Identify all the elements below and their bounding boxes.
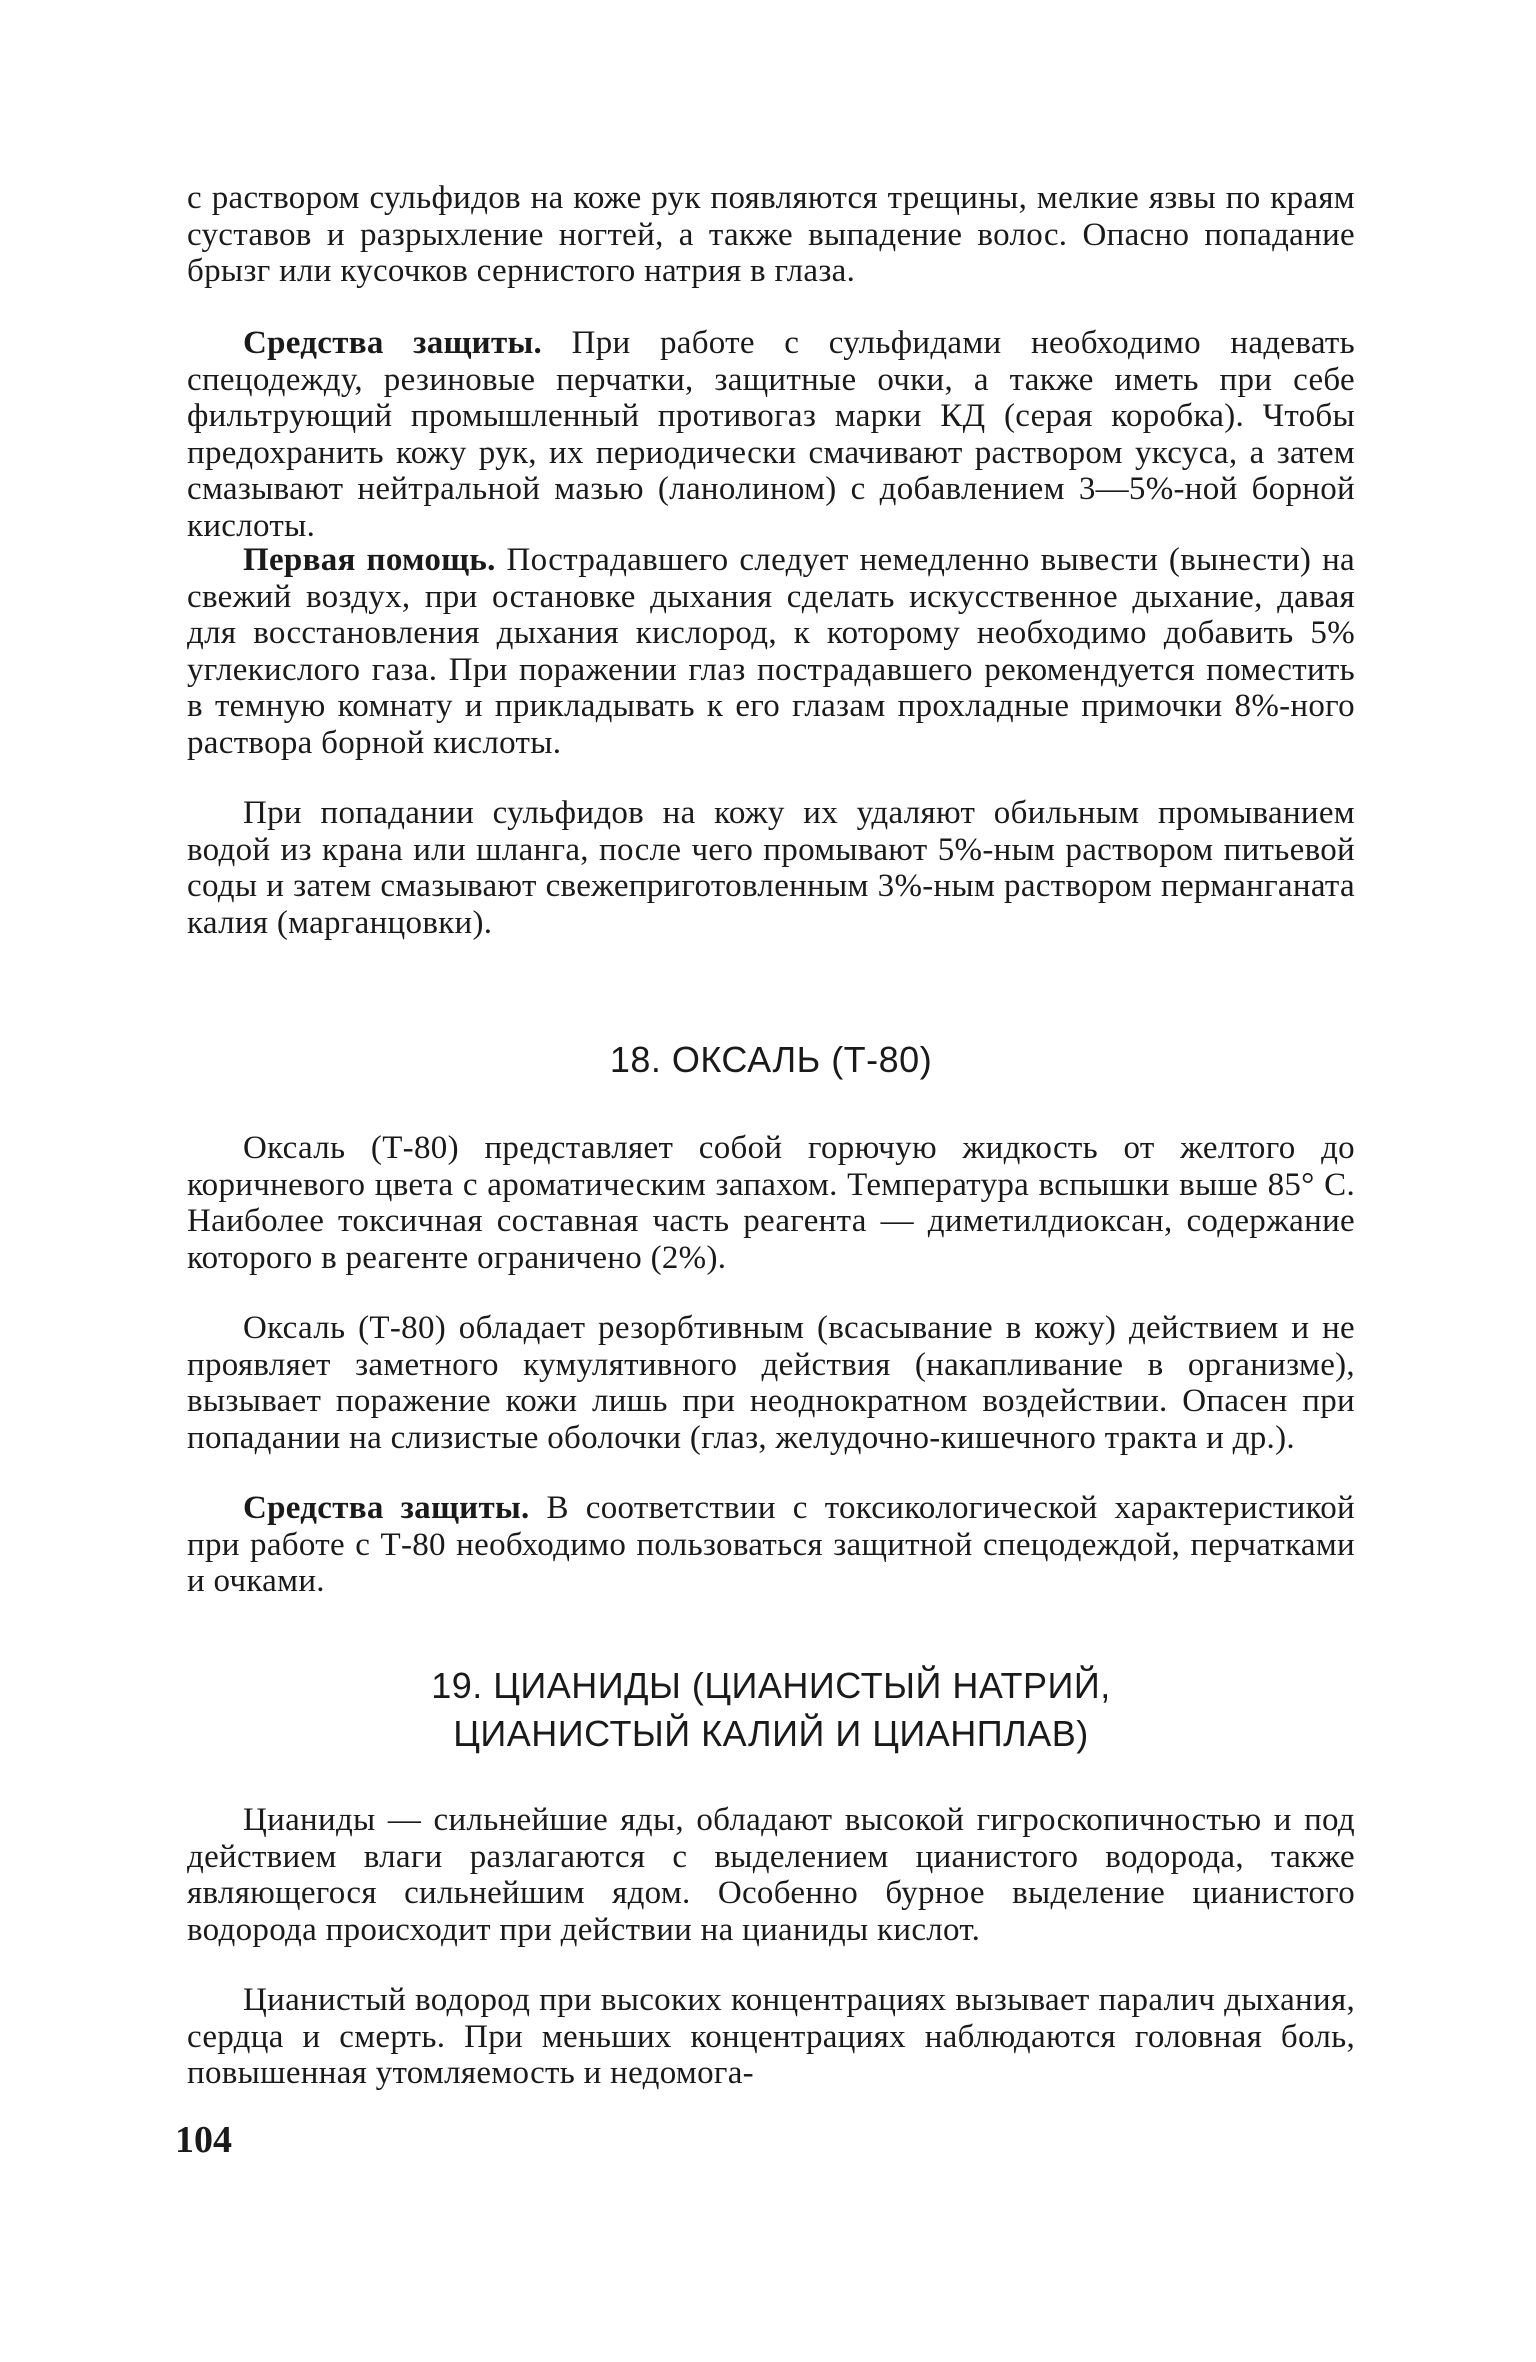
section-19-paragraph-1: Цианиды — сильнейшие яды, обладают высокой гигроскопичностью и под действием влаги разлагаются с выделением цианистого водорода, также являющегося сильнейшим ядом. Особенно бурное выделение цианистого водорода происходит при действии на цианиды кислот.	[187, 1802, 1355, 1948]
section-19-paragraph-2: Цианистый водород при высоких концентрациях вызывает паралич дыхания, сердца и смерть. При меньших концентрациях наблюдаются головная боль, повышенная утомляемость и недомога-	[187, 1982, 1355, 2092]
section-19-p2-block	[187, 1982, 1355, 2092]
firstaid-lead: Первая помощь.	[243, 542, 496, 578]
firstaid-text: Пострадавшего следует немедленно вывести (вынести) на свежий воздух, при остановке дыхания сделать искусственное дыхание, давая для восстановления дыхания кислород, к которому необходимо добавить 5% углекислого газа. При поражении глаз пострадавшего рекомендуется поместить в темную комнату и прикладывать к его глазам прохладные примочки 8%-ного раствора борной кислоты.	[187, 542, 1355, 761]
section-19-heading-line-2: ЦИАНИСТЫЙ КАЛИЙ И ЦИАНПЛАВ)	[453, 1713, 1089, 1754]
protection-text: При работе с сульфидами необходимо надевать спецодежду, резиновые перчатки, защитные очки, а также иметь при себе фильтрующий промышленный противогаз марки КД (серая коробка). Чтобы предохранить кожу рук, их периодически смачивают раствором уксуса, а затем смазывают нейтральной мазью (ланолином) с добавлением 3—5%-ной борной кислоты.	[187, 325, 1355, 544]
paragraph-skin-block	[187, 795, 1355, 941]
paragraph-firstaid-block	[187, 542, 1355, 762]
section-18-protection-lead: Средства защиты.	[243, 1490, 530, 1526]
paragraph-continuation-block	[187, 180, 1355, 290]
paragraph-firstaid	[187, 542, 1355, 762]
section-18-p2-block	[187, 1310, 1355, 1456]
section-18-heading-block	[187, 1036, 1355, 1084]
section-18-p3-block	[187, 1490, 1355, 1600]
paragraph-protection-block	[187, 325, 1355, 545]
section-18-paragraph-3	[187, 1490, 1355, 1600]
section-18-heading: 18. ОКСАЛЬ (Т-80)	[609, 1039, 933, 1080]
paragraph-protection	[187, 325, 1355, 545]
section-18-protection-text: В соответствии с токсикологической характеристикой при работе с Т-80 необходимо пользоваться защитной спецодеждой, перчатками и очками.	[187, 1490, 1355, 1600]
section-19-heading-block	[187, 1662, 1355, 1758]
section-18-p1-block	[187, 1130, 1355, 1276]
paragraph-skin: При попадании сульфидов на кожу их удаляют обильным промыванием водой из крана или шланга, после чего промывают 5%-ным раствором питьевой соды и затем смазывают свежеприготовленным 3%-ным раствором перманганата калия (марганцовки).	[187, 795, 1355, 941]
paragraph-continuation: с раствором сульфидов на коже рук появляются трещины, мелкие язвы по краям суставов и разрыхление ногтей, а также выпадение волос. Опасно попадание брызг или кусочков сернистого натрия в глаза.	[187, 180, 1355, 290]
section-18-paragraph-1: Оксаль (Т-80) представляет собой горючую жидкость от желтого до коричневого цвета с ароматическим запахом. Температура вспышки выше 85° С. Наиболее токсичная составная часть реагента — диметилдиоксан, содержание которого в реагенте ограничено (2%).	[187, 1130, 1355, 1276]
section-19-heading-line-1: 19. ЦИАНИДЫ (ЦИАНИСТЫЙ НАТРИЙ,	[431, 1665, 1111, 1706]
protection-lead: Средства защиты.	[243, 325, 543, 361]
section-18-paragraph-2: Оксаль (Т-80) обладает резорбтивным (всасывание в кожу) действием и не проявляет заметного кумулятивного действия (накапливание в организме), вызывает поражение кожи лишь при неоднократном воздействии. Опасен при попадании на слизистые оболочки (глаз, желудочно-кишечного тракта и др.).	[187, 1310, 1355, 1456]
section-19-p1-block	[187, 1802, 1355, 1948]
page-number: 104	[175, 2119, 232, 2161]
